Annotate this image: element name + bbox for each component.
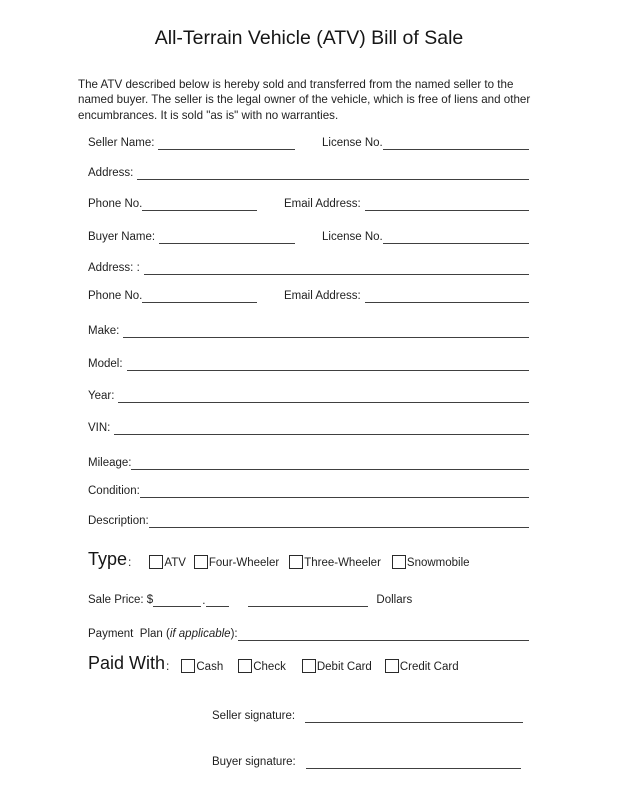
vin-row: [88, 420, 529, 435]
description-label: Description:: [88, 515, 149, 527]
paid-with-option-debit-card: [302, 659, 372, 673]
paid-with-colon: :: [166, 659, 170, 673]
paid-with-credit-card-checkbox[interactable]: [385, 659, 399, 673]
paid-with-option-check: [238, 659, 286, 673]
buyer-email-group: [284, 289, 529, 303]
description-row: [88, 513, 529, 528]
document-title: All-Terrain Vehicle (ATV) Bill of Sale: [154, 27, 464, 49]
make-label: Make:: [88, 325, 120, 337]
buyer-name-group: [88, 230, 295, 244]
seller-name-row: [88, 135, 529, 150]
mileage-row: [88, 455, 529, 470]
dollars-label: Dollars: [376, 594, 413, 606]
seller-signature-field[interactable]: [305, 722, 523, 723]
buyer-license-field[interactable]: [383, 243, 529, 244]
payment-plan-label-suffix: ):: [230, 628, 238, 640]
buyer-license-group: [322, 230, 529, 244]
buyer-name-row: [88, 229, 529, 244]
buyer-signature-field[interactable]: [306, 768, 521, 769]
seller-name-field[interactable]: [158, 149, 295, 150]
seller-email-field[interactable]: [365, 210, 529, 211]
paid-with-check-label: Check: [253, 661, 286, 673]
type-colon: :: [128, 555, 132, 569]
type-option-atv: [149, 555, 186, 569]
sale-price-row: [88, 592, 529, 607]
type-option-snowmobile: [392, 555, 470, 569]
seller-address-row: [88, 165, 529, 180]
seller-email-group: [284, 197, 529, 211]
type-label: Type: [88, 549, 128, 569]
sale-price-cents-field[interactable]: [206, 606, 229, 607]
mileage-label: Mileage:: [88, 457, 132, 469]
buyer-address-label: Address: :: [88, 262, 140, 274]
seller-license-field[interactable]: [383, 149, 529, 150]
paid-with-check-checkbox[interactable]: [238, 659, 252, 673]
buyer-address-field[interactable]: [144, 274, 529, 275]
model-label: Model:: [88, 358, 123, 370]
sale-price-separator: .: [202, 595, 206, 607]
buyer-email-label: Email Address:: [284, 290, 361, 302]
type-three-wheeler-label: Three-Wheeler: [304, 557, 381, 569]
buyer-signature-row: [212, 754, 521, 769]
intro-line: named buyer. The seller is the legal owner of the vehicle, which is free of liens and other: [78, 93, 531, 107]
condition-row: [88, 483, 529, 498]
seller-address-field[interactable]: [137, 179, 529, 180]
make-field[interactable]: [123, 337, 529, 338]
paid-with-label: Paid With: [88, 653, 166, 673]
sale-price-label: Sale Price: $: [88, 594, 154, 606]
paid-with-cash-label: Cash: [196, 661, 224, 673]
type-snowmobile-label: Snowmobile: [406, 557, 470, 569]
paid-with-option-credit-card: [385, 659, 459, 673]
seller-email-label: Email Address:: [284, 198, 361, 210]
type-row: [88, 549, 470, 569]
seller-license-label: License No.: [322, 137, 383, 149]
year-row: [88, 388, 529, 403]
buyer-email-field[interactable]: [365, 302, 529, 303]
type-option-three-wheeler: [289, 555, 381, 569]
intro-paragraph: [78, 77, 558, 123]
buyer-name-label: Buyer Name:: [88, 231, 156, 243]
buyer-phone-row: [88, 288, 529, 303]
description-field[interactable]: [149, 527, 529, 528]
year-label: Year:: [88, 390, 115, 402]
type-atv-checkbox[interactable]: [149, 555, 163, 569]
buyer-phone-group: [88, 289, 257, 303]
sale-price-written-field[interactable]: [248, 606, 368, 607]
seller-name-group: [88, 136, 295, 150]
paid-with-debit-card-label: Debit Card: [316, 661, 372, 673]
paid-with-cash-checkbox[interactable]: [181, 659, 195, 673]
paid-with-option-cash: [181, 659, 223, 673]
seller-signature-row: [212, 708, 523, 723]
seller-phone-row: [88, 196, 529, 211]
model-row: [88, 356, 529, 371]
vin-field[interactable]: [114, 434, 529, 435]
make-row: [88, 323, 529, 338]
seller-phone-group: [88, 197, 257, 211]
condition-label: Condition:: [88, 485, 140, 497]
seller-signature-label: Seller signature:: [212, 710, 296, 722]
intro-line: encumbrances. It is sold "as is" with no warranties.: [78, 108, 339, 122]
seller-phone-field[interactable]: [142, 210, 257, 211]
mileage-field[interactable]: [131, 469, 529, 470]
paid-with-debit-card-checkbox[interactable]: [302, 659, 316, 673]
condition-field[interactable]: [140, 497, 529, 498]
payment-plan-label-prefix: Payment Plan (: [88, 628, 170, 640]
buyer-phone-label: Phone No.: [88, 290, 143, 302]
type-four-wheeler-checkbox[interactable]: [194, 555, 208, 569]
paid-with-row: [88, 653, 459, 673]
type-four-wheeler-label: Four-Wheeler: [208, 557, 280, 569]
type-three-wheeler-checkbox[interactable]: [289, 555, 303, 569]
buyer-phone-field[interactable]: [142, 302, 257, 303]
buyer-license-label: License No.: [322, 231, 383, 243]
buyer-signature-label: Buyer signature:: [212, 756, 296, 768]
seller-address-label: Address:: [88, 167, 134, 179]
payment-plan-row: [88, 626, 529, 641]
type-option-four-wheeler: [194, 555, 279, 569]
buyer-name-field[interactable]: [159, 243, 295, 244]
intro-line: The ATV described below is hereby sold and transferred from the named seller to the: [78, 78, 514, 91]
year-field[interactable]: [118, 402, 529, 403]
payment-plan-label-italic: if applicable: [169, 628, 231, 640]
type-snowmobile-checkbox[interactable]: [392, 555, 406, 569]
type-atv-label: ATV: [164, 557, 186, 569]
seller-name-label: Seller Name:: [88, 137, 155, 149]
paid-with-credit-card-label: Credit Card: [399, 661, 459, 673]
seller-phone-label: Phone No.: [88, 198, 143, 210]
buyer-address-row: [88, 260, 529, 275]
sale-price-dollars-field[interactable]: [153, 606, 201, 607]
seller-license-group: [322, 136, 529, 150]
model-field[interactable]: [127, 370, 529, 371]
payment-plan-field[interactable]: [238, 640, 529, 641]
vin-label: VIN:: [88, 422, 111, 434]
